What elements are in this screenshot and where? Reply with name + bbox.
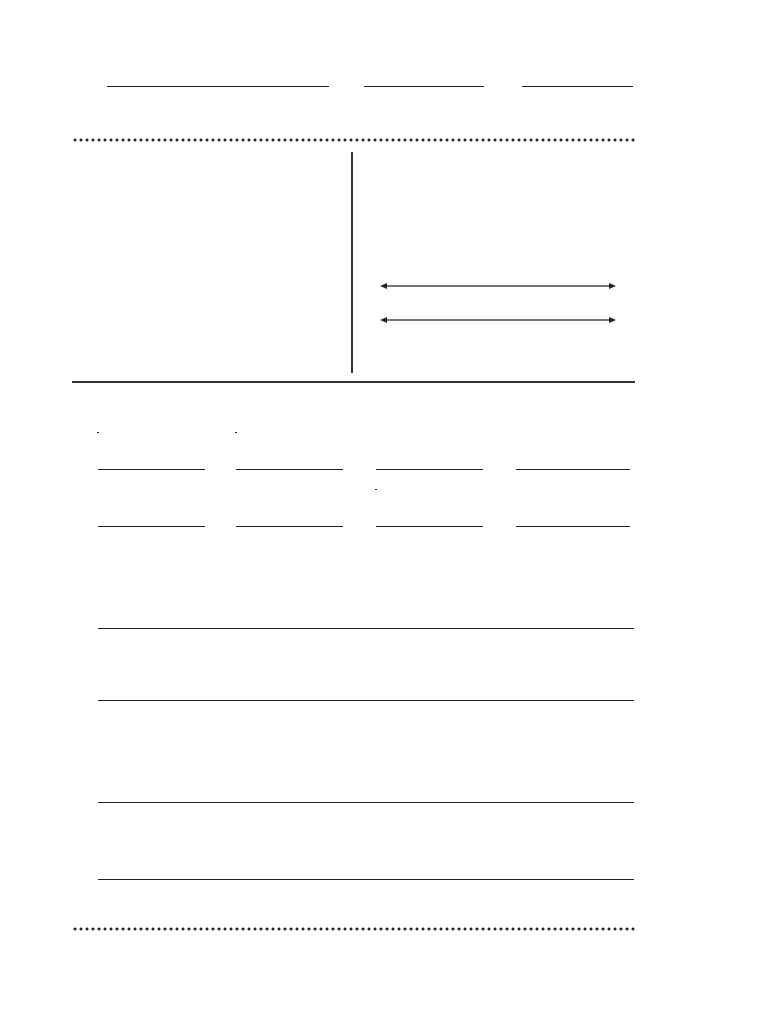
answer-line[interactable] [236, 526, 343, 527]
answer-line[interactable] [98, 628, 634, 629]
double-number-line [378, 275, 618, 335]
answer-line[interactable] [376, 469, 483, 470]
title-dotted-rule [72, 138, 636, 142]
class-field[interactable] [364, 86, 484, 87]
name-field[interactable] [107, 86, 329, 87]
answer-line[interactable] [516, 469, 630, 470]
answer-line[interactable] [98, 879, 634, 880]
footer-dotted-rule [72, 927, 636, 931]
ratio-value [97, 423, 99, 439]
ratio-value [375, 480, 377, 496]
section-divider [72, 381, 635, 383]
answer-line[interactable] [98, 526, 205, 527]
top-number-line [380, 283, 616, 289]
bottom-number-line [380, 317, 616, 323]
date-field[interactable] [522, 86, 633, 87]
answer-line[interactable] [376, 526, 483, 527]
answer-line[interactable] [98, 469, 205, 470]
column-divider [351, 152, 353, 373]
answer-line[interactable] [98, 700, 634, 701]
answer-line[interactable] [236, 469, 343, 470]
ratio-value [235, 423, 237, 439]
answer-line[interactable] [516, 526, 630, 527]
answer-line[interactable] [98, 802, 634, 803]
